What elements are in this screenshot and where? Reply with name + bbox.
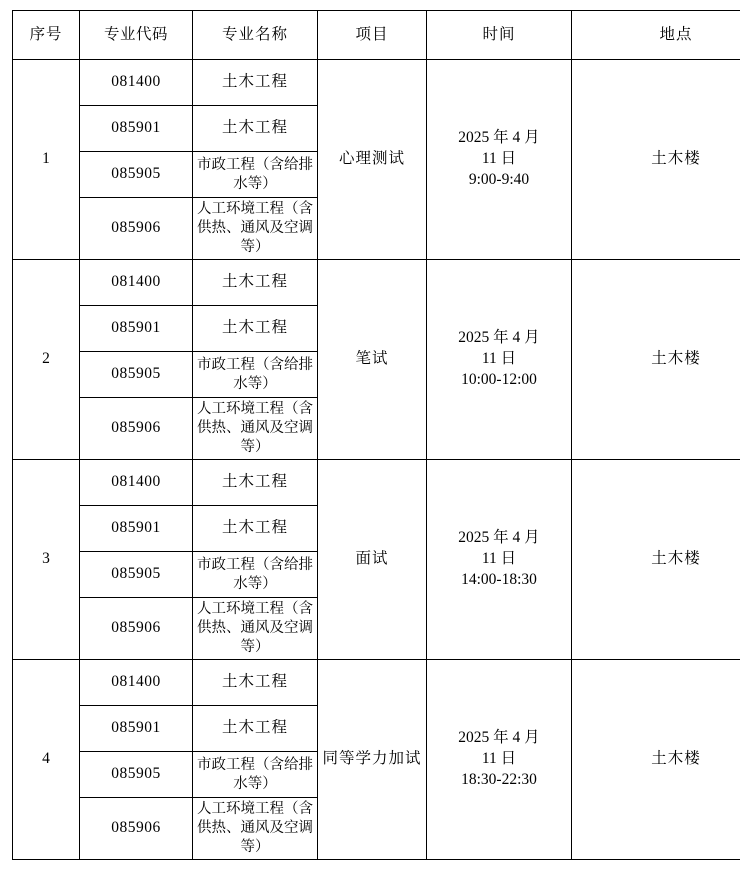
cell-major-name: 人工环境工程（含供热、通风及空调等） — [193, 798, 318, 860]
cell-place: 土木楼 — [572, 660, 740, 860]
cell-major-name: 土木工程 — [193, 460, 318, 506]
cell-major-name: 市政工程（含给排水等） — [193, 752, 318, 798]
time-line: 2025 年 4 月 — [458, 529, 540, 547]
cell-major-code: 085905 — [80, 152, 193, 198]
cell-seq: 1 — [13, 60, 80, 260]
cell-major-name: 土木工程 — [193, 260, 318, 306]
cell-major-name: 人工环境工程（含供热、通风及空调等） — [193, 198, 318, 260]
time-line: 9:00-9:40 — [468, 170, 530, 188]
header-cell-place: 地点 — [572, 11, 740, 60]
cell-major-name: 市政工程（含给排水等） — [193, 552, 318, 598]
cell-major-code: 085906 — [80, 598, 193, 660]
cell-major-code: 085901 — [80, 506, 193, 552]
cell-major-name: 市政工程（含给排水等） — [193, 352, 318, 398]
time-line: 2025 年 4 月 — [458, 729, 540, 747]
cell-item: 面试 — [318, 460, 427, 660]
cell-major-code: 085901 — [80, 706, 193, 752]
cell-major-name: 人工环境工程（含供热、通风及空调等） — [193, 398, 318, 460]
table-header — [13, 11, 740, 60]
cell-time — [427, 460, 572, 660]
cell-major-code: 085901 — [80, 106, 193, 152]
time-line: 10:00-12:00 — [461, 370, 537, 388]
cell-seq: 4 — [13, 660, 80, 860]
time-line: 11 日 — [481, 550, 517, 568]
cell-time — [427, 260, 572, 460]
table-row — [13, 660, 740, 706]
time-line: 11 日 — [481, 750, 517, 768]
cell-place: 土木楼 — [572, 60, 740, 260]
table-row — [13, 460, 740, 506]
header-cell-seq: 序号 — [13, 11, 80, 60]
exam-schedule-table — [12, 10, 740, 860]
header-cell-time: 时间 — [427, 11, 572, 60]
cell-major-code: 085905 — [80, 552, 193, 598]
cell-place: 土木楼 — [572, 460, 740, 660]
cell-major-name: 市政工程（含给排水等） — [193, 152, 318, 198]
cell-place: 土木楼 — [572, 260, 740, 460]
cell-major-code: 081400 — [80, 60, 193, 106]
cell-major-code: 085906 — [80, 398, 193, 460]
cell-major-code: 081400 — [80, 460, 193, 506]
cell-major-name: 土木工程 — [193, 706, 318, 752]
header-cell-major-name: 专业名称 — [193, 11, 318, 60]
cell-time — [427, 660, 572, 860]
cell-major-name: 土木工程 — [193, 306, 318, 352]
cell-major-name: 土木工程 — [193, 60, 318, 106]
cell-seq: 3 — [13, 460, 80, 660]
cell-major-name: 土木工程 — [193, 660, 318, 706]
cell-major-code: 081400 — [80, 260, 193, 306]
header-cell-major-code: 专业代码 — [80, 11, 193, 60]
cell-major-code: 085905 — [80, 352, 193, 398]
time-line: 18:30-22:30 — [461, 770, 537, 788]
header-row — [13, 11, 740, 60]
cell-major-name: 土木工程 — [193, 106, 318, 152]
time-line: 2025 年 4 月 — [458, 329, 540, 347]
cell-item: 笔试 — [318, 260, 427, 460]
header-cell-item: 项目 — [318, 11, 427, 60]
cell-major-code: 085906 — [80, 198, 193, 260]
cell-major-name: 土木工程 — [193, 506, 318, 552]
time-line: 11 日 — [481, 150, 517, 168]
cell-item: 心理测试 — [318, 60, 427, 260]
cell-major-name: 人工环境工程（含供热、通风及空调等） — [193, 598, 318, 660]
table-body — [13, 60, 740, 860]
table-row — [13, 60, 740, 106]
cell-major-code: 081400 — [80, 660, 193, 706]
time-line: 2025 年 4 月 — [458, 129, 540, 147]
cell-major-code: 085901 — [80, 306, 193, 352]
cell-seq: 2 — [13, 260, 80, 460]
table-row — [13, 260, 740, 306]
time-line: 14:00-18:30 — [461, 570, 537, 588]
cell-time — [427, 60, 572, 260]
cell-major-code: 085905 — [80, 752, 193, 798]
time-line: 11 日 — [481, 350, 517, 368]
cell-major-code: 085906 — [80, 798, 193, 860]
cell-item: 同等学力加试 — [318, 660, 427, 860]
